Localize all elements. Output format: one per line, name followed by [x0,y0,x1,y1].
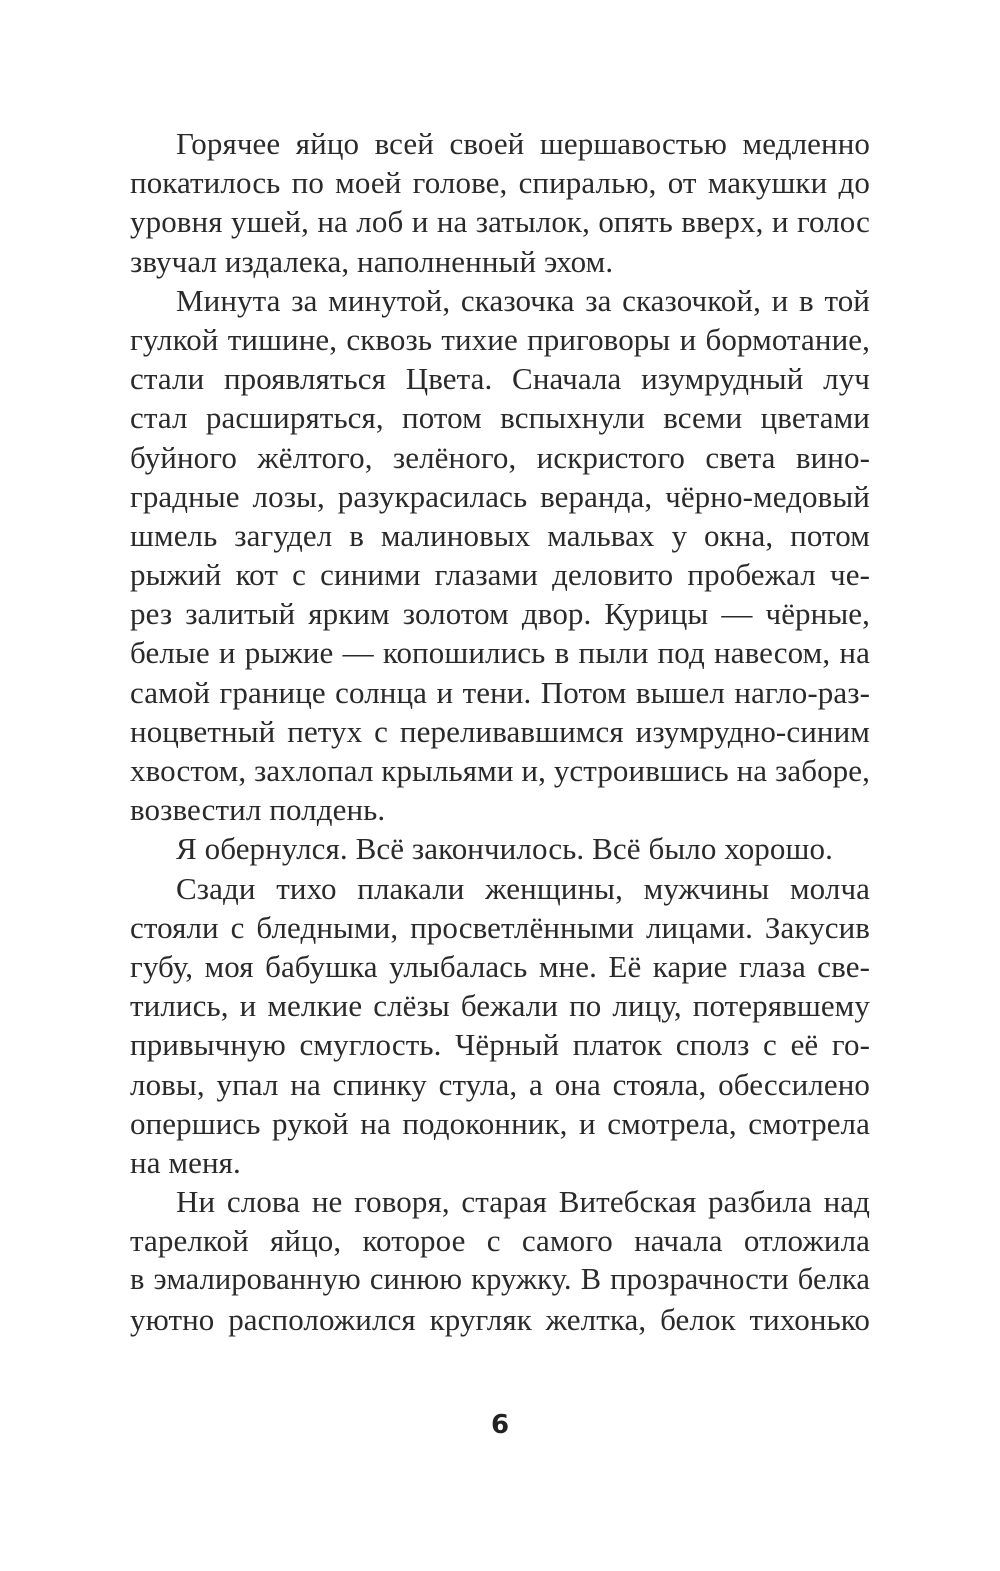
text-line: рыжий кот с синими глазами деловито пробежал че- [130,557,870,593]
text-line: ноцветный петух с переливавшимся изумрудно-синим [130,713,870,749]
text-line: стали проявляться Цвета. Сначала изумрудный луч [130,361,870,397]
text-line: стояли с бледными, просветлёнными лицами. Закусив [130,909,870,945]
text-line: самой границе солнца и тени. Потом вышел нагло-раз- [130,674,870,710]
text-line: в эмалированную синюю кружку. В прозрачности белка [130,1262,870,1297]
text-line: возвестил полдень. [130,792,386,828]
text-line: буйного жёлтого, зелёного, искристого света вино- [130,439,870,475]
text-line: уютно расположился кругляк желтка, белок тихонько [130,1301,870,1337]
text-line: гулкой тишине, сквозь тихие приговоры и бормотание, [130,321,870,357]
text-line: Сзади тихо плакали женщины, мужчины молча [176,870,870,906]
text-line: Горячее яйцо всей своей шершавостью медленно [176,126,870,161]
text-line: уровня ушей, на лоб и на затылок, опять вверх, и голос [130,204,870,240]
text-line: покатилось по моей голове, спиралью, от макушки до [130,165,870,201]
body-text [130,124,870,1339]
text-line: губу, моя бабушка улыбалась мне. Её карие глаза све- [130,948,870,984]
text-line: ловы, упал на спинку стула, а она стояла, обессилено [130,1066,870,1102]
text-line: тарелкой яйцо, которое с самого начала отложила [130,1223,870,1259]
text-line: Я обернулся. Всё закончилось. Всё было хорошо. [176,831,833,867]
text-line: градные лозы, разукрасилась веранда, чёрно-медовый [130,478,870,514]
text-line: привычную смуглость. Чёрный платок сполз с её го- [130,1027,870,1063]
text-line: хвостом, захлопал крыльями и, устроившись на заборе, [130,753,870,788]
text-line: рез залитый ярким золотом двор. Курицы — чёрные, [130,596,870,632]
page-number: 6 [490,1410,510,1440]
text-line: на меня. [130,1144,241,1180]
text-line: опершись рукой на подоконник, и смотрела, смотрела [130,1105,870,1141]
text-line: Минута за минутой, сказочка за сказочкой, и в той [176,282,870,318]
text-line: шмель загудел в малиновых мальвах у окна, потом [130,517,870,553]
text-line: белые и рыжие — копошились в пыли под навесом, на [130,635,870,671]
text-line: тились, и мелкие слёзы бежали по лицу, потерявшему [130,988,870,1024]
text-line: звучал издалека, наполненный эхом. [130,243,614,279]
text-line: Ни слова не говоря, старая Витебская разбила над [176,1184,870,1220]
text-line: стал расширяться, потом вспыхнули всеми цветами [130,400,870,436]
